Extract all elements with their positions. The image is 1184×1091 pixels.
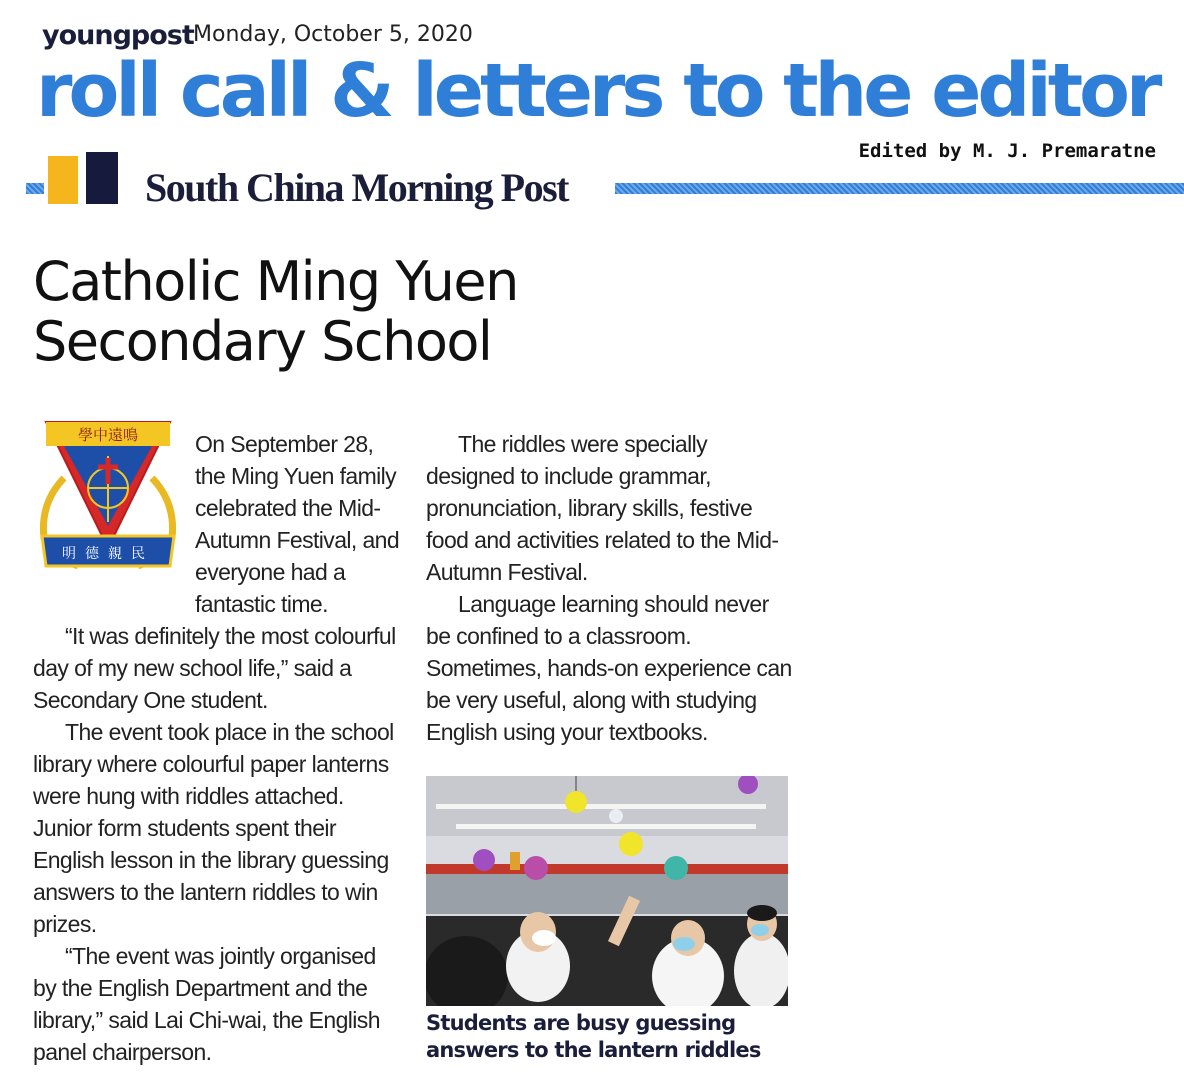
logo-navy-bar-icon	[86, 152, 118, 204]
publisher-name: South China Morning Post	[145, 165, 568, 210]
photo-caption: Students are busy guessing answers to the lantern riddles	[426, 1011, 761, 1062]
crest-top-text: 學中遠鳴	[77, 426, 139, 444]
logo-yellow-bar-icon	[48, 156, 78, 204]
editor-credit: Edited by M. J. Premaratne	[858, 140, 1156, 162]
brand-logo: youngpost	[42, 20, 194, 51]
article-column-2	[426, 428, 796, 748]
crest-ribbon-text: 明德親民	[62, 546, 154, 562]
rule-left	[26, 183, 44, 194]
article-headline: Catholic Ming Yuen Secondary School	[33, 250, 518, 373]
issue-date: Monday, October 5, 2020	[193, 22, 473, 47]
article-column-1	[33, 428, 401, 1068]
paragraph-2: “It was definitely the most colourful day of my new school life,” said a Secondary One student.	[33, 623, 396, 713]
paragraph-5: The riddles were specially designed to include grammar, pronunciation, library skills, festive food and activities related to the Mid-Autumn Festival.	[426, 431, 779, 585]
paragraph-6: Language learning should never be confined to a classroom. Sometimes, hands-on experience can be very useful, along with studying English using your textbooks.	[426, 591, 792, 745]
paragraph-3: The event took place in the school library where colourful paper lanterns were hung with riddles attached. Junior form students spent their English lesson in the library guessing answers to the lantern riddles to win prizes.	[33, 719, 394, 937]
rule-right	[615, 183, 1184, 194]
lantern-photo-icon	[426, 776, 788, 1006]
paragraph-1: On September 28, the Ming Yuen family celebrated the Mid-Autumn Festival, and everyone had a fantastic time.	[195, 431, 400, 617]
paragraph-4: “The event was jointly organised by the English Department and the library,” said Lai Chi-wai, the English panel chairperson.	[33, 943, 380, 1065]
section-title: roll call & letters to the editor	[36, 48, 1159, 134]
